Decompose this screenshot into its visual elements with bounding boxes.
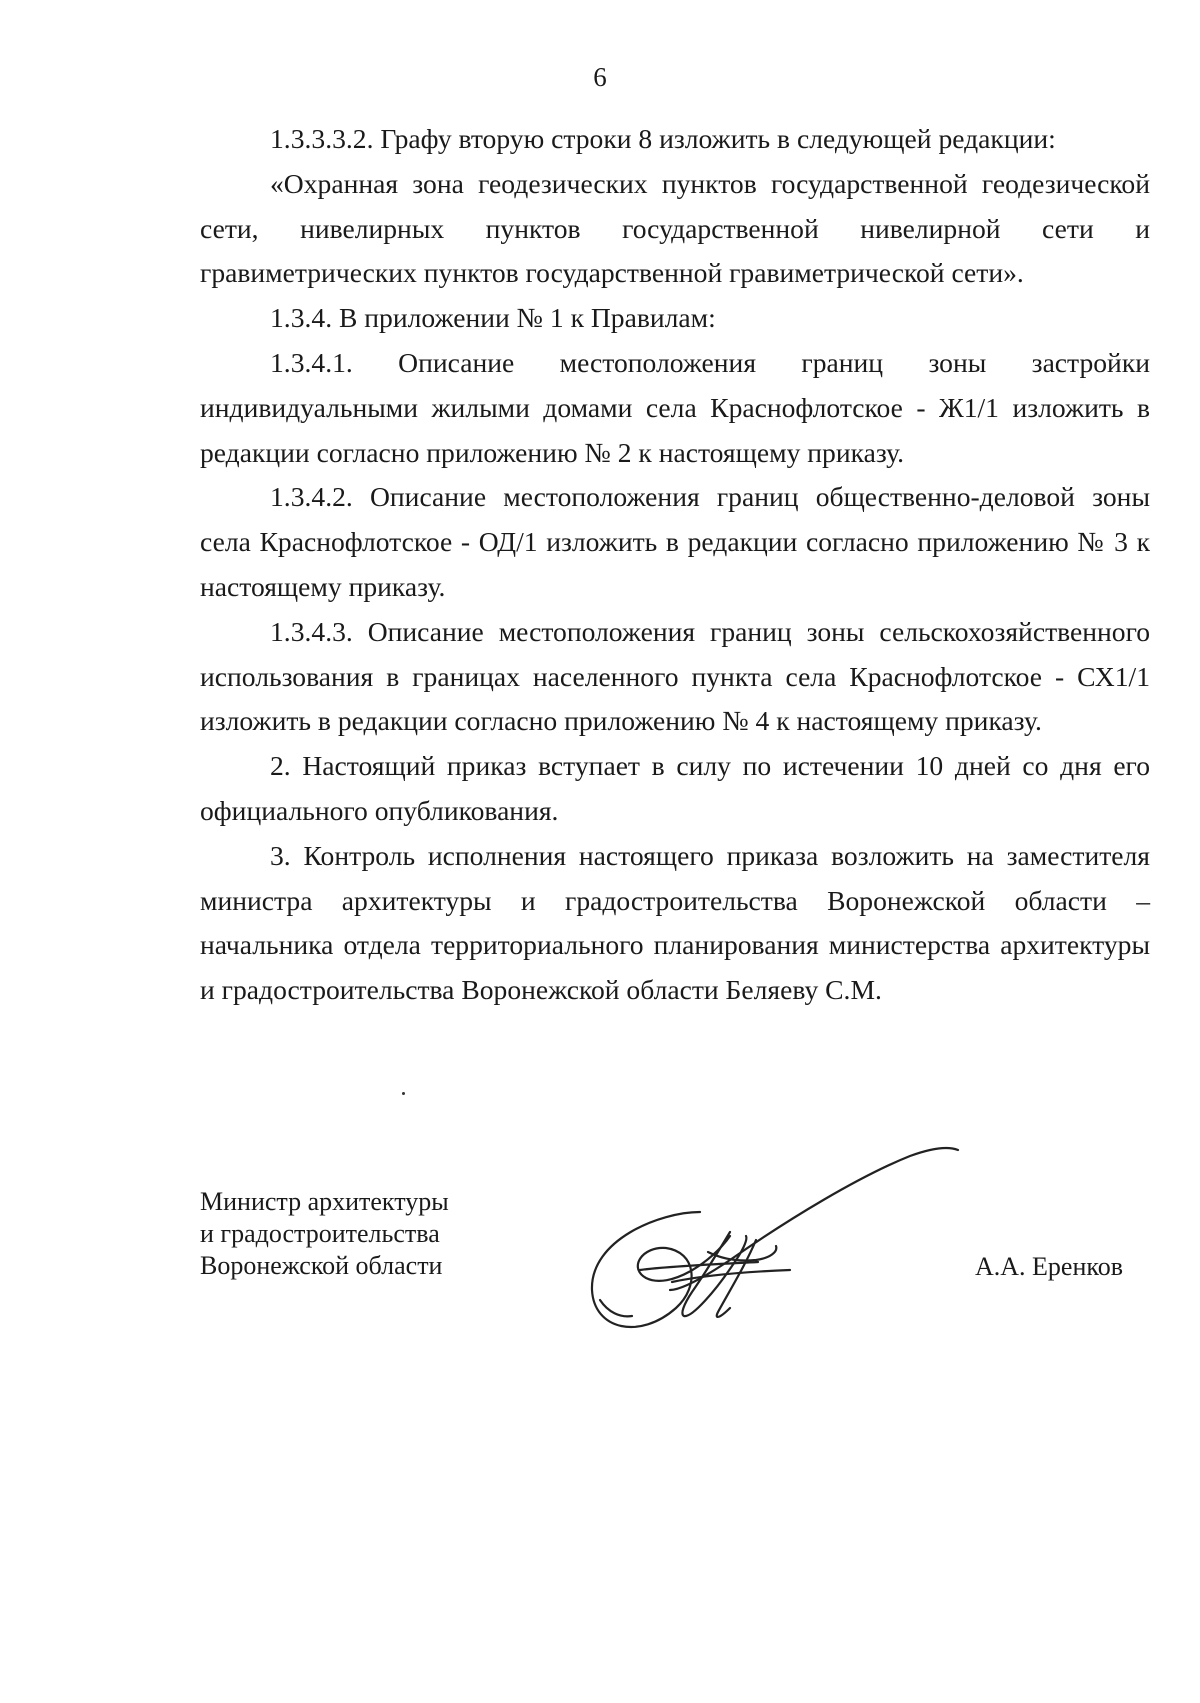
signatory-title-line-3: Воронежской области bbox=[200, 1251, 443, 1280]
handwritten-signature bbox=[580, 1140, 960, 1350]
paragraph-3: 3. Контроль исполнения настоящего приказа возложить на заместителя министра архитектуры и градостроительства Воронежской области – начальника отдела территориального планирования министерства архитектуры и градостроительства Воронежской области Беляеву С.М. bbox=[200, 839, 1150, 1006]
page-number: 6 bbox=[593, 62, 607, 92]
paragraph-1-3-4-1: 1.3.4.1. Описание местоположения границ зоны застройки индивидуальными жилыми домами села Краснофлотское - Ж1/1 изложить в редакции согласно приложению № 2 к настоящему приказу. bbox=[200, 346, 1150, 468]
paragraph-1-3-4: 1.3.4. В приложении № 1 к Правилам: bbox=[270, 302, 716, 334]
paragraph-quote: «Охранная зона геодезических пунктов государственной геодезической сети, нивелирных пунктов государственной нивелирной сети и гравиметрических пунктов государственной гравиметрической сети». bbox=[200, 167, 1150, 289]
signatory-title bbox=[200, 1186, 449, 1282]
paragraph-1-3-4-2: 1.3.4.2. Описание местоположения границ общественно-деловой зоны села Краснофлотское - ОД/1 изложить в редакции согласно приложению № 3 к настоящему приказу. bbox=[200, 481, 1150, 602]
paragraph-2: 2. Настоящий приказ вступает в силу по истечении 10 дней со дня его официального опубликования. bbox=[200, 750, 1150, 826]
signatory-name: А.А. Еренков bbox=[975, 1252, 1123, 1281]
signatory-title-line-1: Министр архитектуры bbox=[200, 1187, 449, 1216]
signatory-title-line-2: и градостроительства bbox=[200, 1219, 440, 1248]
paragraph-1-3-3-3-2: 1.3.3.3.2. Графу вторую строки 8 изложить в следующей редакции: bbox=[270, 123, 1056, 154]
scan-speck bbox=[402, 1092, 405, 1095]
paragraph-1-3-4-3: 1.3.4.3. Описание местоположения границ зоны сельскохозяйственного использования в границах населенного пункта села Краснофлотское - СХ1/1 изложить в редакции согласно приложению № 4 к настоящему приказу. bbox=[200, 615, 1150, 737]
document-body bbox=[200, 117, 1150, 1013]
